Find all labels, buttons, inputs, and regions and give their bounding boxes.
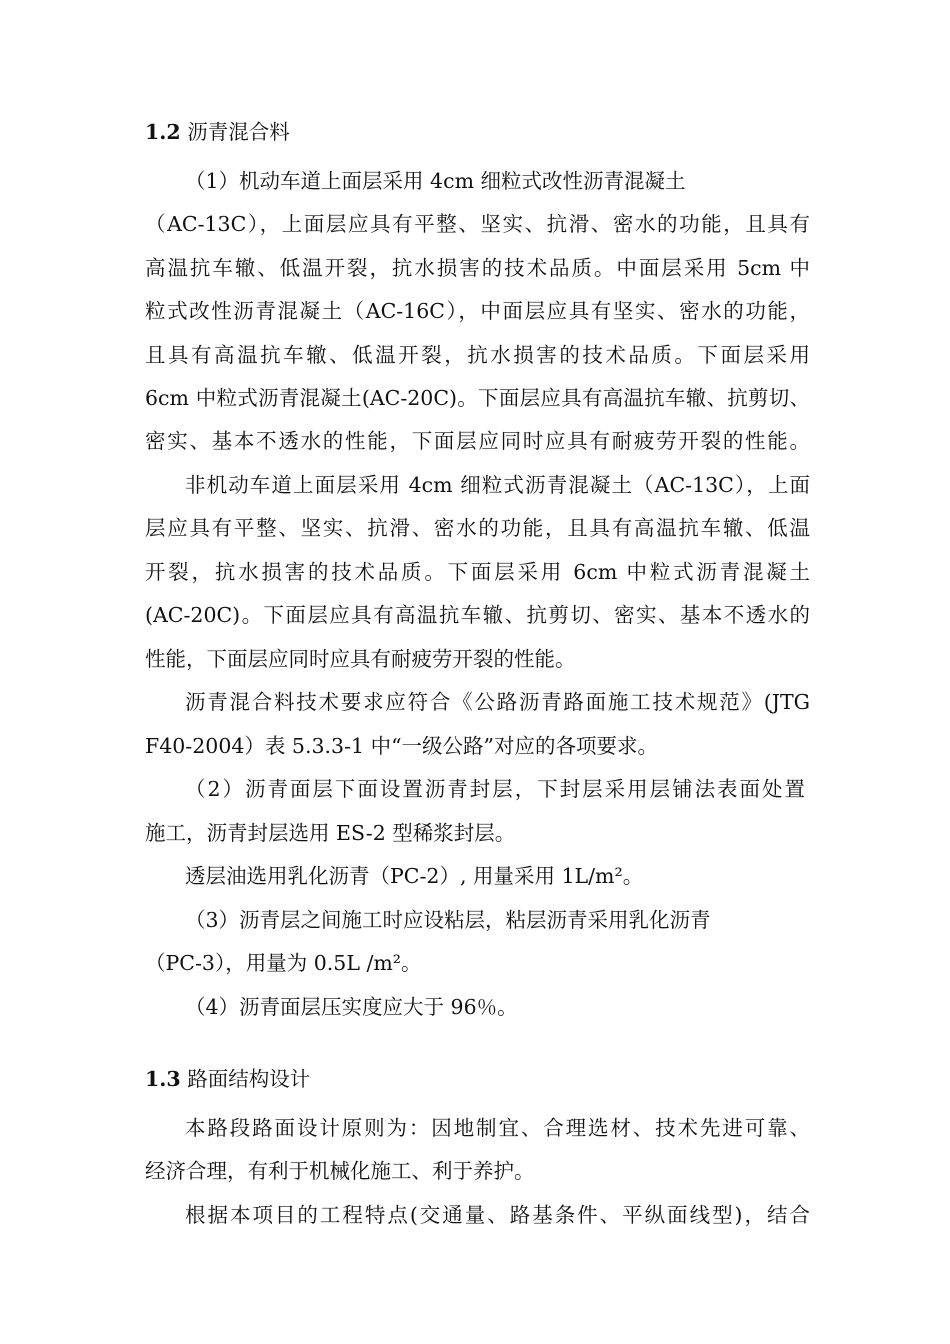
paragraph-line: 非机动车道上面层采用 4cm 细粒式沥青混凝土（AC-13C），上面 <box>185 473 810 497</box>
paragraph-line: （3）沥青层之间施工时应设粘层，粘层沥青采用乳化沥青 <box>185 908 711 932</box>
paragraph-line: 开裂，抗水损害的技术品质。下面层采用 6cm 中粒式沥青混凝土 <box>145 560 810 584</box>
section-number: 1.3 <box>145 1067 181 1091</box>
paragraph-line: 经济合理，有利于机械化施工、利于养护。 <box>145 1159 535 1183</box>
paragraph-line: 且具有高温抗车辙、低温开裂，抗水损害的技术品质。下面层采用 <box>145 343 810 367</box>
paragraph-line: 密实、基本不透水的性能，下面层应同时应具有耐疲劳开裂的性能。 <box>145 429 810 453</box>
paragraph-line: （4）沥青面层压实度应大于 96％。 <box>185 995 518 1019</box>
paragraph-line: 层应具有平整、坚实、抗滑、密水的功能，且具有高温抗车辙、低温 <box>145 516 810 540</box>
paragraph-line: 沥青混合料技术要求应符合《公路沥青路面施工技术规范》(JTG <box>185 690 810 714</box>
paragraph-line: （1）机动车道上面层采用 4cm 细粒式改性沥青混凝土 <box>185 169 686 193</box>
paragraph-line: （2）沥青面层下面设置沥青封层，下封层采用层铺法表面处置 <box>185 777 805 801</box>
paragraph-line: (AC-20C)。下面层应具有高温抗车辙、抗剪切、密实、基本不透水的 <box>145 603 810 627</box>
section-heading-1-3 <box>145 1064 810 1094</box>
paragraph-line: 施工，沥青封层选用 ES-2 型稀浆封层。 <box>145 821 516 845</box>
paragraph-line: 粒式改性沥青混凝土（AC-16C），中面层应具有坚实、密水的功能， <box>145 299 810 323</box>
section-number: 1.2 <box>145 120 181 144</box>
paragraph-line: 本路段路面设计原则为：因地制宜、合理选材、技术先进可靠、 <box>185 1116 810 1140</box>
paragraph-line: F40-2004）表 5.3.3-1 中“一级公路”对应的各项要求。 <box>145 734 659 758</box>
paragraph-line: 高温抗车辙、低温开裂，抗水损害的技术品质。中面层采用 5cm 中 <box>145 256 810 280</box>
paragraph-line: 透层油选用乳化沥青（PC-2）, 用量采用 1L/m²。 <box>185 864 644 888</box>
paragraph-line: （PC-3），用量为 0.5L /m²。 <box>145 951 422 975</box>
paragraph-line: 根据本项目的工程特点(交通量、路基条件、平纵面线型)，结合 <box>185 1203 810 1227</box>
paragraph-line: （AC-13C），上面层应具有平整、坚实、抗滑、密水的功能，且具有 <box>145 212 810 236</box>
section-title: 路面结构设计 <box>187 1067 311 1091</box>
section-title: 沥青混合料 <box>187 120 290 144</box>
paragraph-line: 6cm 中粒式沥青混凝土(AC-20C)。下面层应具有高温抗车辙、抗剪切、 <box>145 386 810 410</box>
paragraph-line: 性能，下面层应同时应具有耐疲劳开裂的性能。 <box>145 647 576 671</box>
section-heading-1-2 <box>145 117 810 147</box>
